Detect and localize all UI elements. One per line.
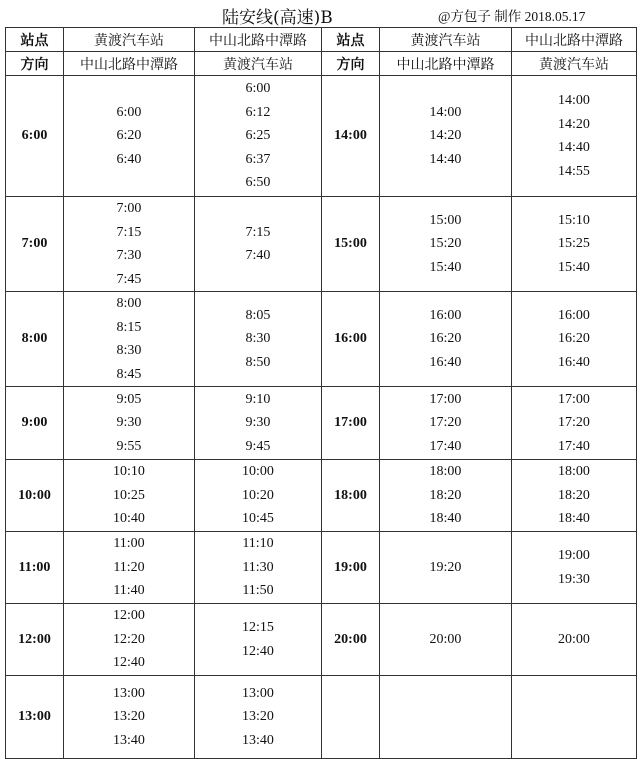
departure-time: 7:15 — [245, 224, 271, 240]
departure-time: 20:00 — [558, 631, 590, 647]
left-inbound-origin: 中山北路中潭路 — [195, 28, 322, 52]
hour-label: 12:00 — [6, 604, 64, 676]
departure-time: 6:25 — [245, 128, 271, 144]
departure-time: 18:40 — [558, 511, 590, 527]
outbound-times — [380, 460, 512, 532]
inbound-times — [195, 460, 322, 532]
page-title: 陆安线(高速)B — [222, 8, 333, 28]
departure-time: 13:20 — [113, 709, 145, 725]
departure-time: 9:30 — [245, 415, 271, 431]
outbound-times — [64, 532, 195, 604]
departure-time: 11:10 — [242, 536, 274, 552]
departure-time: 9:45 — [245, 438, 271, 454]
hour-label: 10:00 — [6, 460, 64, 532]
credit-line: @方包子 制作 2018.05.17 — [438, 9, 586, 24]
inbound-times — [512, 676, 637, 759]
departure-time: 15:10 — [558, 212, 590, 228]
departure-time: 12:15 — [242, 620, 274, 635]
inbound-times — [512, 292, 637, 387]
departure-time: 7:30 — [116, 248, 142, 263]
direction-header-row — [6, 52, 637, 76]
departure-time: 17:00 — [429, 391, 462, 407]
departure-time: 14:55 — [558, 163, 590, 179]
departure-time: 10:25 — [113, 487, 145, 503]
departure-time: 16:40 — [558, 354, 590, 370]
right-inbound-origin: 中山北路中潭路 — [512, 28, 637, 52]
hour-block-row — [6, 387, 637, 460]
departure-time: 19:30 — [558, 571, 590, 587]
hour-block-row — [6, 76, 637, 197]
departure-time: 19:20 — [429, 559, 462, 575]
departure-time: 13:20 — [242, 709, 274, 725]
outbound-times — [380, 676, 512, 759]
inbound-times — [512, 604, 637, 676]
inbound-times — [195, 532, 322, 604]
departure-time: 19:00 — [558, 548, 590, 563]
inbound-times — [195, 292, 322, 387]
departure-time: 14:20 — [558, 116, 590, 132]
departure-time: 16:00 — [558, 307, 590, 323]
inbound-times — [195, 76, 322, 197]
outbound-times — [64, 197, 195, 292]
departure-time: 8:05 — [245, 307, 271, 323]
direction-label: 方向 — [322, 52, 380, 76]
hour-label: 7:00 — [6, 197, 64, 292]
hour-label: 9:00 — [6, 387, 64, 460]
station-label: 站点 — [322, 28, 380, 52]
departure-time: 9:05 — [116, 391, 142, 407]
departure-time: 12:00 — [113, 608, 145, 624]
hour-label: 14:00 — [322, 76, 380, 197]
left-outbound-origin: 黄渡汽车站 — [64, 28, 195, 52]
departure-time: 11:00 — [113, 536, 145, 552]
inbound-times — [195, 676, 322, 759]
departure-time: 15:25 — [558, 236, 590, 252]
departure-time: 6:12 — [245, 104, 271, 120]
departure-time: 12:40 — [113, 655, 145, 671]
departure-time: 12:20 — [113, 631, 145, 647]
inbound-times — [512, 460, 637, 532]
departure-time: 7:15 — [116, 224, 142, 240]
hour-label: 15:00 — [322, 197, 380, 292]
departure-time: 16:20 — [558, 331, 590, 347]
hour-block-row — [6, 532, 637, 604]
departure-time: 16:00 — [429, 307, 462, 323]
departure-time: 8:15 — [116, 319, 142, 335]
departure-time: 8:00 — [116, 296, 142, 311]
departure-time: 11:20 — [113, 559, 145, 575]
outbound-times — [64, 604, 195, 676]
departure-time: 18:40 — [429, 511, 462, 527]
left-outbound-destination: 中山北路中潭路 — [64, 52, 195, 76]
departure-time: 6:37 — [245, 151, 271, 167]
departure-time: 17:40 — [558, 438, 590, 454]
hour-block-row — [6, 676, 637, 759]
departure-time: 7:45 — [116, 271, 142, 287]
departure-time: 18:20 — [558, 487, 590, 503]
departure-time: 14:00 — [558, 93, 590, 108]
station-label: 站点 — [6, 28, 64, 52]
departure-time: 8:50 — [245, 354, 271, 370]
right-outbound-destination: 中山北路中潭路 — [380, 52, 512, 76]
departure-time: 14:40 — [558, 140, 590, 155]
departure-time: 9:30 — [116, 415, 142, 431]
departure-time: 10:45 — [242, 511, 274, 527]
departure-time: 13:00 — [113, 685, 145, 701]
outbound-times — [380, 76, 512, 197]
outbound-times — [64, 460, 195, 532]
departure-time: 18:00 — [429, 464, 462, 480]
timetable — [5, 27, 637, 759]
outbound-times — [64, 292, 195, 387]
inbound-times — [512, 197, 637, 292]
departure-time: 10:00 — [242, 464, 274, 480]
inbound-times — [512, 76, 637, 197]
station-header-row — [6, 28, 637, 52]
right-inbound-destination: 黄渡汽车站 — [512, 52, 637, 76]
hour-label: 8:00 — [6, 292, 64, 387]
hour-label — [322, 676, 380, 759]
inbound-times — [195, 197, 322, 292]
hour-label: 13:00 — [6, 676, 64, 759]
departure-time: 11:50 — [242, 583, 274, 599]
departure-time: 11:40 — [113, 583, 145, 599]
departure-time: 13:40 — [242, 732, 274, 748]
departure-time: 15:20 — [429, 236, 462, 252]
departure-time: 6:00 — [245, 81, 271, 97]
departure-time: 10:10 — [113, 464, 145, 480]
departure-time: 6:50 — [245, 175, 271, 191]
departure-time: 10:20 — [242, 487, 274, 503]
departure-time: 17:40 — [429, 438, 462, 454]
hour-label: 16:00 — [322, 292, 380, 387]
hour-label: 17:00 — [322, 387, 380, 460]
departure-time: 15:40 — [558, 259, 590, 275]
departure-time: 11:30 — [242, 559, 274, 575]
departure-time: 17:20 — [558, 415, 590, 431]
outbound-times — [380, 197, 512, 292]
departure-time: 17:20 — [429, 415, 462, 431]
departure-time: 10:40 — [113, 511, 145, 527]
hour-label: 19:00 — [322, 532, 380, 604]
right-outbound-origin: 黄渡汽车站 — [380, 28, 512, 52]
departure-time: 16:20 — [429, 331, 462, 347]
outbound-times — [64, 76, 195, 197]
left-inbound-destination: 黄渡汽车站 — [195, 52, 322, 76]
outbound-times — [64, 676, 195, 759]
hour-block-row — [6, 292, 637, 387]
outbound-times — [380, 532, 512, 604]
departure-time: 14:20 — [429, 128, 462, 144]
departure-time: 15:40 — [429, 259, 462, 275]
inbound-times — [512, 387, 637, 460]
outbound-times — [380, 292, 512, 387]
departure-time: 12:40 — [242, 643, 274, 659]
departure-time: 8:30 — [116, 343, 142, 358]
departure-time: 14:40 — [429, 151, 462, 167]
departure-time: 7:00 — [116, 201, 142, 216]
hour-label: 20:00 — [322, 604, 380, 676]
hour-label: 6:00 — [6, 76, 64, 197]
direction-label: 方向 — [6, 52, 64, 76]
hour-block-row — [6, 604, 637, 676]
departure-time: 7:40 — [245, 248, 271, 263]
inbound-times — [195, 387, 322, 460]
outbound-times — [64, 387, 195, 460]
departure-time: 6:00 — [116, 104, 142, 120]
departure-time: 20:00 — [429, 631, 462, 647]
departure-time: 13:40 — [113, 732, 145, 748]
header — [0, 0, 640, 26]
hour-label: 18:00 — [322, 460, 380, 532]
departure-time: 9:55 — [116, 438, 142, 454]
outbound-times — [380, 387, 512, 460]
hour-block-row — [6, 460, 637, 532]
departure-time: 15:00 — [429, 212, 462, 228]
departure-time: 17:00 — [558, 391, 590, 407]
departure-time: 16:40 — [429, 354, 462, 370]
hour-block-row — [6, 197, 637, 292]
departure-time: 8:45 — [116, 366, 142, 382]
departure-time: 18:00 — [558, 464, 590, 480]
departure-time: 14:00 — [429, 104, 462, 120]
outbound-times — [380, 604, 512, 676]
hour-label: 11:00 — [6, 532, 64, 604]
departure-time: 9:10 — [245, 391, 271, 407]
departure-time: 6:40 — [116, 151, 142, 167]
inbound-times — [195, 604, 322, 676]
departure-time: 13:00 — [242, 685, 274, 701]
inbound-times — [512, 532, 637, 604]
departure-time: 18:20 — [429, 487, 462, 503]
departure-time: 6:20 — [116, 128, 142, 144]
departure-time: 8:30 — [245, 331, 271, 347]
